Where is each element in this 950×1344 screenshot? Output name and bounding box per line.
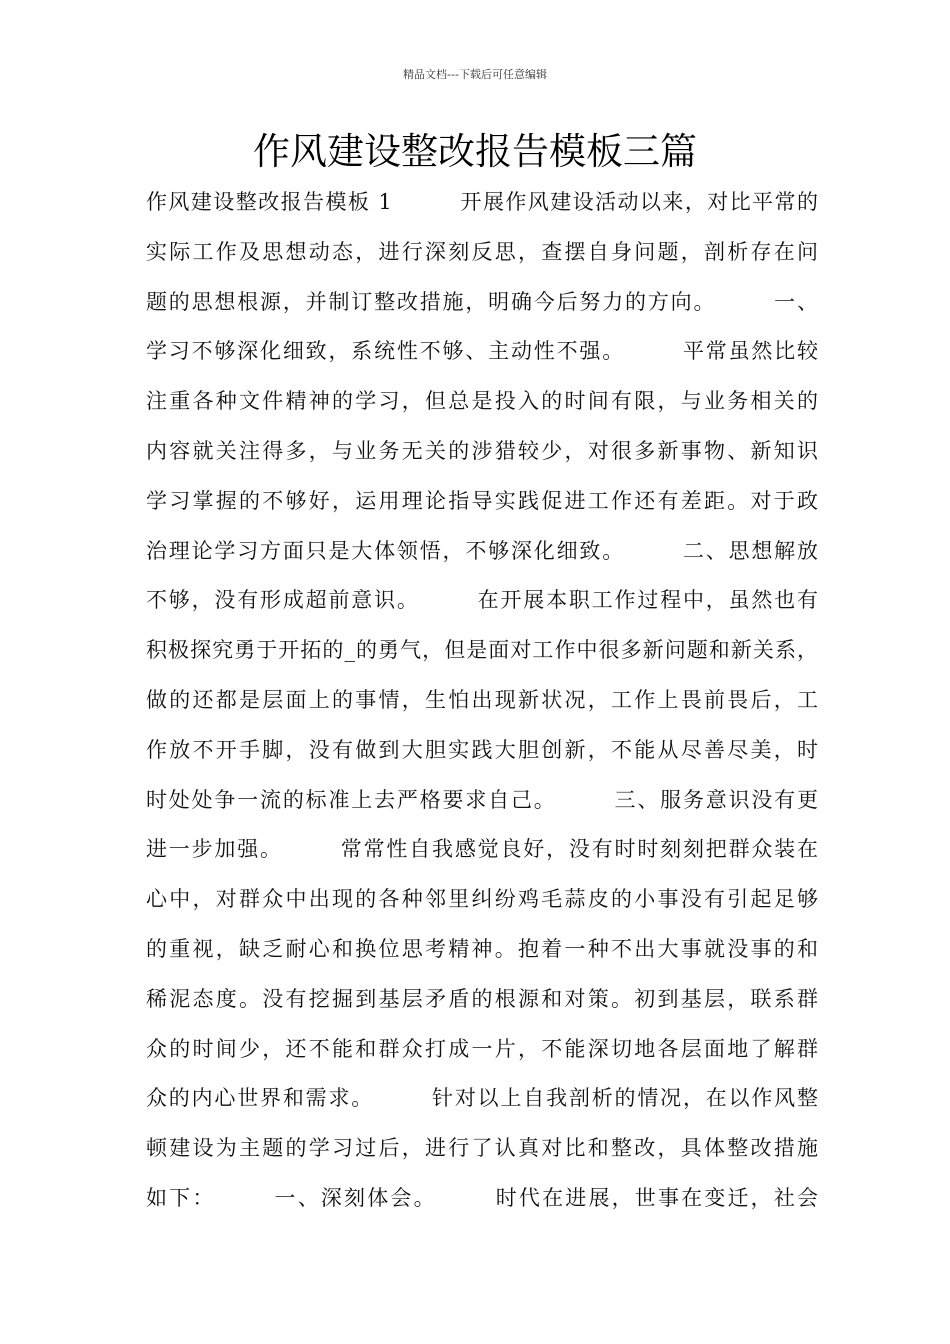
body-line: 作风建设整改报告模板 1 开展作风建设活动以来，对比平常的 (146, 190, 818, 214)
body-line: 治理论学习方面只是大体领悟，不够深化细致。 二、思想解放 (146, 538, 818, 563)
body-line: 作放不开手脚，没有做到大胆实践大胆创新，不能从尽善尽美，时 (146, 737, 818, 762)
body-text (146, 178, 818, 1224)
body-line: 如下： 一、深刻体会。 时代在进展，世事在变迁，社会 (146, 1185, 818, 1210)
body-line: 进一步加强。 常常性自我感觉良好，没有时时刻刻把群众装在 (146, 837, 818, 862)
body-line: 做的还都是层面上的事情，生怕出现新状况，工作上畏前畏后，工 (146, 687, 818, 712)
body-line: 稀泥态度。没有挖掘到基层矛盾的根源和对策。初到基层，联系群 (146, 986, 818, 1011)
body-line: 注重各种文件精神的学习，但总是投入的时间有限，与业务相关的 (146, 389, 818, 414)
body-line: 顿建设为主题的学习过后，进行了认真对比和整改，具体整改措施 (146, 1136, 818, 1161)
body-line: 题的思想根源，并制订整改措施，明确今后努力的方向。 一、 (146, 289, 818, 314)
body-line: 内容就关注得多，与业务无关的涉猎较少，对很多新事物、新知识 (146, 438, 818, 463)
body-line: 心中，对群众中出现的各种邻里纠纷鸡毛蒜皮的小事没有引起足够 (146, 887, 818, 912)
body-line: 时处处争一流的标准上去严格要求自己。 三、服务意识没有更 (146, 787, 818, 812)
body-line: 实际工作及思想动态，进行深刻反思，查摆自身问题，剖析存在问 (146, 239, 818, 264)
body-line: 学习掌握的不够好，运用理论指导实践促进工作还有差距。对于政 (146, 488, 818, 513)
body-line: 学习不够深化细致，系统性不够、主动性不强。 平常虽然比较 (146, 339, 818, 364)
header-note: 精品文档---下载后可任意编辑 (403, 68, 547, 81)
document-title: 作风建设整改报告模板三篇 (253, 130, 697, 173)
body-line: 众的时间少，还不能和群众打成一片，不能深切地各层面地了解群 (146, 1036, 818, 1061)
body-line: 众的内心世界和需求。 针对以上自我剖析的情况，在以作风整 (146, 1086, 818, 1111)
body-line: 的重视，缺乏耐心和换位思考精神。抱着一种不出大事就没事的和 (146, 936, 818, 961)
body-line: 不够，没有形成超前意识。 在开展本职工作过程中，虽然也有 (146, 588, 818, 613)
body-line: 积极探究勇于开拓的_的勇气，但是面对工作中很多新问题和新关系， (146, 638, 818, 663)
